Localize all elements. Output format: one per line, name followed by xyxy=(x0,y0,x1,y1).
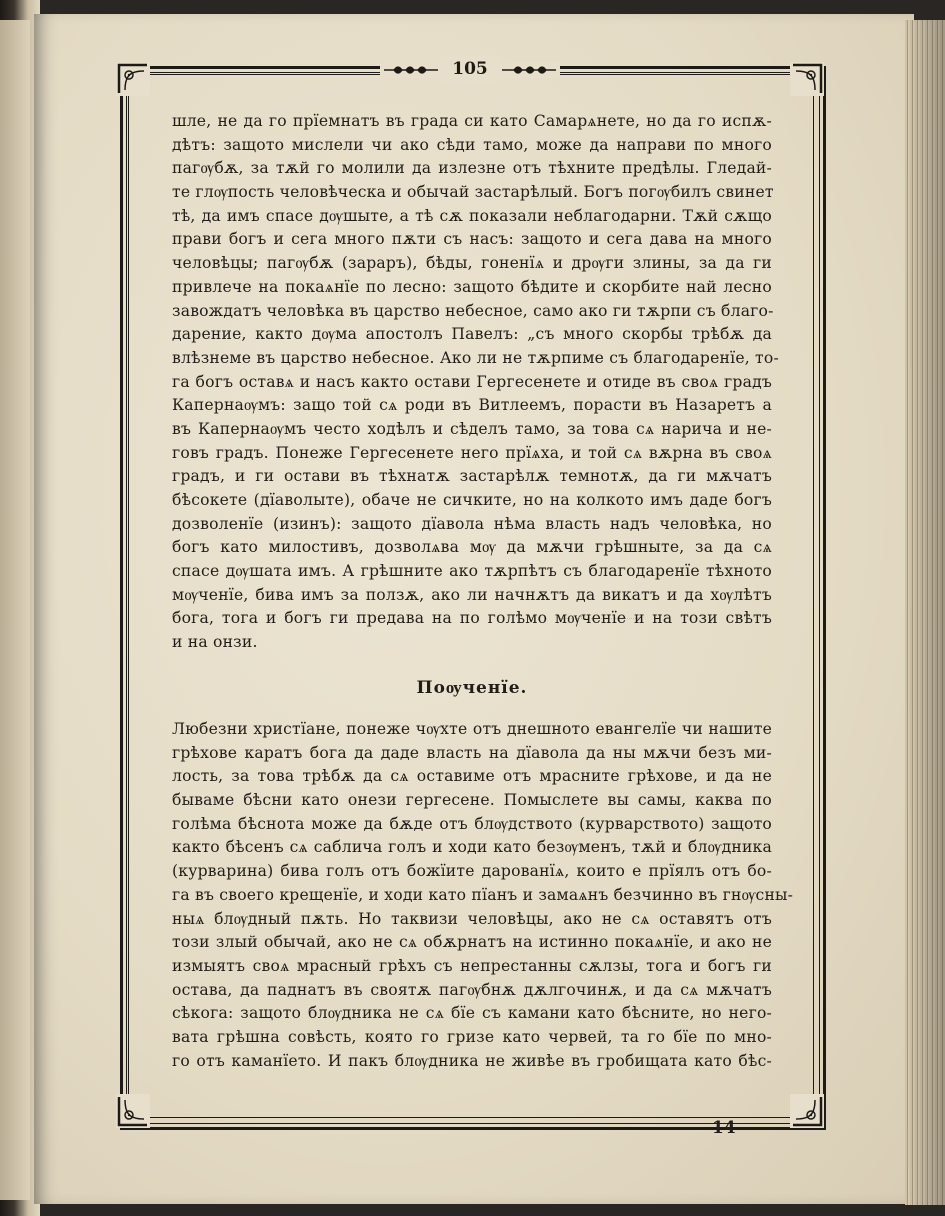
text-line: сѣкога: защото блѹдника не сѧ бїе съ камани като бѣсните, но него- xyxy=(172,1004,772,1023)
text-line: този злый обычай, ако не сѧ обѫрнатъ на истинно покаѧнїе, и ако не xyxy=(172,933,772,952)
text-line: както бѣсенъ сѧ саблича голъ и ходи като безѹменъ, тѫй и блѹдника xyxy=(172,838,772,857)
text-line: шле, не да го прїемнатъ въ града си като Самарѧнете, но да го испѫ- xyxy=(172,112,772,130)
text-line: дарение, както дѹма апостолъ Павелъ: „съ много скорбы трѣбѫ да xyxy=(172,325,772,344)
text-line: бога, тога и богъ ги предава на по голѣмо мѹченїе и на този свѣтъ xyxy=(172,609,772,628)
laurel-branch-right-icon xyxy=(500,62,560,78)
text-line: вата грѣшна совѣсть, която го гризе като червей, та го бїе по мно- xyxy=(172,1027,772,1046)
text-line: Капернаѹмъ: защо той сѧ роди въ Витлеемъ, порасти въ Назаретъ а xyxy=(172,396,772,415)
corner-ornament-bottom-left-icon xyxy=(116,1094,150,1128)
text-line: те глѹпость человѣческа и обычай застарѣлый. Богъ погѹбилъ свинет xyxy=(172,183,774,202)
text-line: дозволенїе (изинъ): защото дїавола нѣма власть надъ человѣка, но xyxy=(172,514,772,533)
bleed-through-mark xyxy=(560,618,640,629)
text-line: га богъ оставѧ и насъ както остави Гергесенете и отиде въ своѧ градъ xyxy=(172,372,772,391)
text-line: остава, да паднатъ въ своятѫ пагѹбнѫ дѫлгочинѫ, и да сѧ мѫчатъ xyxy=(172,980,772,999)
text-line: голѣма бѣснота може да бѫде отъ блѹдството (курварството) защото xyxy=(172,814,772,833)
text-line: градъ, и ги остави въ тѣхнатѫ застарѣлѫ темнотѫ, да ги мѫчатъ xyxy=(172,467,772,486)
text-line: (курварина) бива голъ отъ божїите дарованїѧ, които е прїялъ отъ бо- xyxy=(172,862,772,881)
previous-page-edge xyxy=(0,20,30,1200)
text-line: завождатъ человѣка въ царство небесное, само ако ги тѫрпи съ благо- xyxy=(172,301,774,320)
text-line: га въ своего крещенїе, и ходи като пїанъ и замаѧнъ безчинно въ гнѹсны- xyxy=(172,885,794,904)
text-line: богъ като милостивъ, дозволѧва мѹ да мѫчи грѣшныте, за да сѧ xyxy=(172,538,772,557)
text-line: грѣхове каратъ бога да даде власть на дїавола да ны мѫчи безъ ми- xyxy=(172,743,772,762)
text-line: бываме бѣсни като онези гергесене. Помыслете вы самы, каква по xyxy=(172,791,772,810)
text-line: въ Капернаѹмъ често ходѣлъ и сѣделъ тамо, за това сѧ нарича и не- xyxy=(172,419,772,438)
text-line: привлече на покаѧнїе по лесно: защото бѣдите и скорбите най лесно xyxy=(172,277,772,296)
page-block-shadow xyxy=(905,20,945,1205)
corner-ornament-top-left-icon xyxy=(116,62,150,96)
text-line: го отъ каманїето. И пакъ блѹдника не живѣе въ гробищата като бѣс- xyxy=(172,1051,772,1070)
text-line: бѣсокете (дїаволыте), обаче не сичките, но на колкото имъ даде богъ xyxy=(172,491,772,509)
text-line: тѣ, да имъ спасе дѹшыте, а тѣ сѫ показали неблагодарни. Тѫй сѫщо xyxy=(172,206,772,225)
signature-number: 14 xyxy=(712,1118,736,1138)
text-line: прави богъ и сега много пѫти съ насъ: защото и сега дава на много xyxy=(172,230,772,249)
body-text-section-1 xyxy=(172,110,779,655)
page-number: 105 xyxy=(440,56,500,82)
text-line: лость, за това трѣбѫ да сѧ оставиме отъ мрасните грѣхове, и да не xyxy=(172,767,772,786)
text-line: спасе дѹшата имъ. А грѣшните ако тѫрпѣтъ съ благодаренїе тѣхното xyxy=(172,562,772,581)
laurel-branch-left-icon xyxy=(380,62,440,78)
text-line: дѣтъ: защото мислели чи ако сѣди тамо, може да направи по много xyxy=(172,135,772,154)
body-text-section-2 xyxy=(172,718,794,1073)
text-line: мѹченїе, бива имъ за ползѫ, ако ли начнѫтъ да викатъ и да хѹлѣтъ xyxy=(172,585,772,604)
section-heading: Поѹченїе. xyxy=(416,678,528,698)
corner-ornament-top-right-icon xyxy=(790,62,824,96)
text-line: говъ градъ. Понеже Гергесенете него прїѧха, и той сѧ вѫрна въ своѧ xyxy=(172,443,772,462)
text-line: влѣзнеме въ царство небесное. Ако ли не тѫрпиме съ благодаренїе, то- xyxy=(172,348,779,367)
text-line: измыятъ своѧ мрасный грѣхъ съ непрестанны сѫлзы, тога и богъ ги xyxy=(172,956,772,975)
corner-ornament-bottom-right-icon xyxy=(790,1094,824,1128)
text-line: ныѧ блѹдный пѫть. Но таквизи человѣцы, ако не сѧ оставятъ отъ xyxy=(172,909,772,928)
text-line: и на онзи. xyxy=(172,633,258,652)
text-line: человѣцы; пагѹбѫ (зараръ), бѣды, гоненїѧ и дрѹги злины, за да ги xyxy=(172,254,772,273)
text-line: пагѹбѫ, за тѫй го молили да излезне отъ тѣхните предѣлы. Гледай- xyxy=(172,159,772,178)
text-line: Любезни христїане, понеже чѹхте отъ днешното евангелїе чи нашите xyxy=(172,720,772,738)
